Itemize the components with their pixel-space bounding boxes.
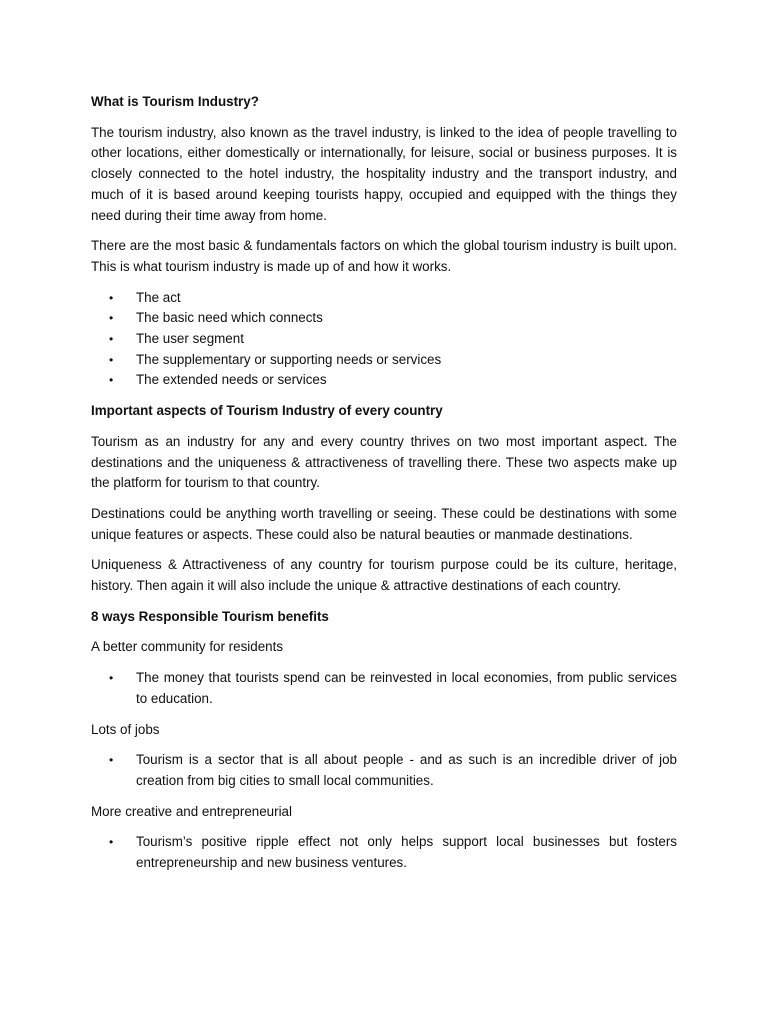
bullet-icon: • bbox=[109, 835, 114, 850]
paragraph-destinations: Destinations could be anything worth travelling or seeing. These could be destinations with some unique features or aspects. These could also be natural beauties or manmade destinations. bbox=[91, 505, 677, 542]
section-heading-what-is-tourism: What is Tourism Industry? bbox=[91, 94, 259, 109]
list-item: • The money that tourists spend can be reinvested in local economies, from public services to education. bbox=[109, 670, 677, 706]
paragraph-definition: The tourism industry, also known as the travel industry, is linked to the idea of people travelling to other locations, either domestically or internationally, for leisure, social or business purposes. It is closely connected to the hotel industry, the hospitality industry and the transport industry, and much of it is based around keeping tourists happy, occupied and equipped with the things they need during their time away from home. bbox=[91, 124, 677, 223]
list-item: • The user segment bbox=[91, 329, 677, 350]
paragraph-uniqueness: Uniqueness & Attractiveness of any country for tourism purpose could be its culture, heritage, history. Then again it will also include the unique & attractive destinations of each country. bbox=[91, 557, 677, 594]
bullet-icon: • bbox=[109, 332, 114, 347]
benefit-list bbox=[91, 750, 677, 791]
bullet-icon: • bbox=[109, 311, 114, 326]
section-heading-responsible-tourism: 8 ways Responsible Tourism benefits bbox=[91, 608, 329, 624]
paragraph-fundamentals: There are the most basic & fundamentals factors on which the global tourism industry is built upon. This is what tourism industry is made up of and how it works. bbox=[91, 238, 677, 274]
list-item: • The extended needs or services bbox=[91, 370, 677, 391]
bullet-icon: • bbox=[109, 671, 114, 686]
section-heading-important-aspects: Important aspects of Tourism Industry of every country bbox=[91, 403, 443, 419]
list-item: • The act bbox=[91, 288, 677, 309]
bullet-icon: • bbox=[109, 373, 114, 388]
benefit-title: A better community for residents bbox=[91, 639, 284, 655]
list-item: • The basic need which connects bbox=[91, 308, 677, 329]
bullet-icon: • bbox=[109, 753, 114, 768]
list-item: • Tourism is a sector that is all about people - and as such is an incredible driver of job creation from big cities to small local communities. bbox=[109, 752, 677, 788]
benefit-title: Lots of jobs bbox=[91, 721, 160, 737]
paragraph-aspects: Tourism as an industry for any and every country thrives on two most important aspect. The destinations and the uniqueness & attractiveness of travelling there. These two aspects make up the platform for tourism to that country. bbox=[91, 433, 677, 491]
list-item: • The supplementary or supporting needs or services bbox=[91, 350, 677, 371]
factors-list bbox=[91, 288, 677, 392]
benefit-title: More creative and entrepreneurial bbox=[91, 803, 292, 819]
list-item: • Tourism’s positive ripple effect not only helps support local businesses but fosters entrepreneurship and new business ventures. bbox=[109, 834, 677, 871]
benefit-list bbox=[91, 668, 677, 709]
document-page bbox=[91, 92, 677, 884]
benefit-list bbox=[91, 832, 677, 873]
bullet-icon: • bbox=[109, 352, 114, 367]
bullet-icon: • bbox=[109, 290, 114, 305]
